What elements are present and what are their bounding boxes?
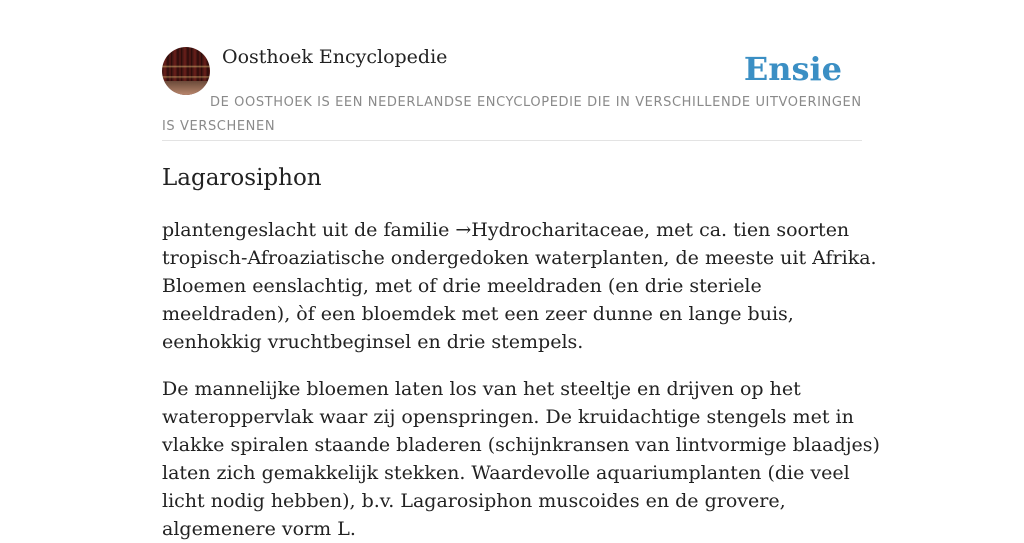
site-header [162, 46, 862, 141]
article-title: Lagarosiphon [162, 165, 322, 191]
site-tagline: DE OOSTHOEK IS EEN NEDERLANDSE ENCYCLOPEDIE DIE IN VERSCHILLENDE UITVOERINGEN IS VERSCHENEN [162, 95, 862, 134]
ensie-logo[interactable]: Ensie [743, 50, 842, 88]
article-content [162, 162, 882, 540]
article-paragraph-2: De mannelijke bloemen laten los van het steeltje en drijven op het wateroppervlak waar zij openspringen. De kruidachtige stengels met in vlakke spiralen staande bladeren (schijnkransen van lintvormige blaadjes) laten zich gemakkelijk stekken. Waardevolle aquariumplanten (die veel licht nodig hebben), b.v. Lagarosiphon muscoides en de grovere, algemenere vorm L. [162, 378, 880, 540]
site-name-link[interactable]: Oosthoek Encyclopedie [222, 46, 448, 68]
encyclopedia-avatar[interactable] [162, 47, 210, 95]
article-paragraph-1: plantengeslacht uit de familie →Hydrocharitaceae, met ca. tien soorten tropisch-Afroaziatische ondergedoken waterplanten, de meeste uit Afrika. Bloemen eenslachtig, met of drie meeldraden (en drie steriele meeldraden), òf een bloemdek met een zeer dunne en lange buis, eenhokkig vruchtbeginsel en drie stempels. [162, 219, 877, 353]
